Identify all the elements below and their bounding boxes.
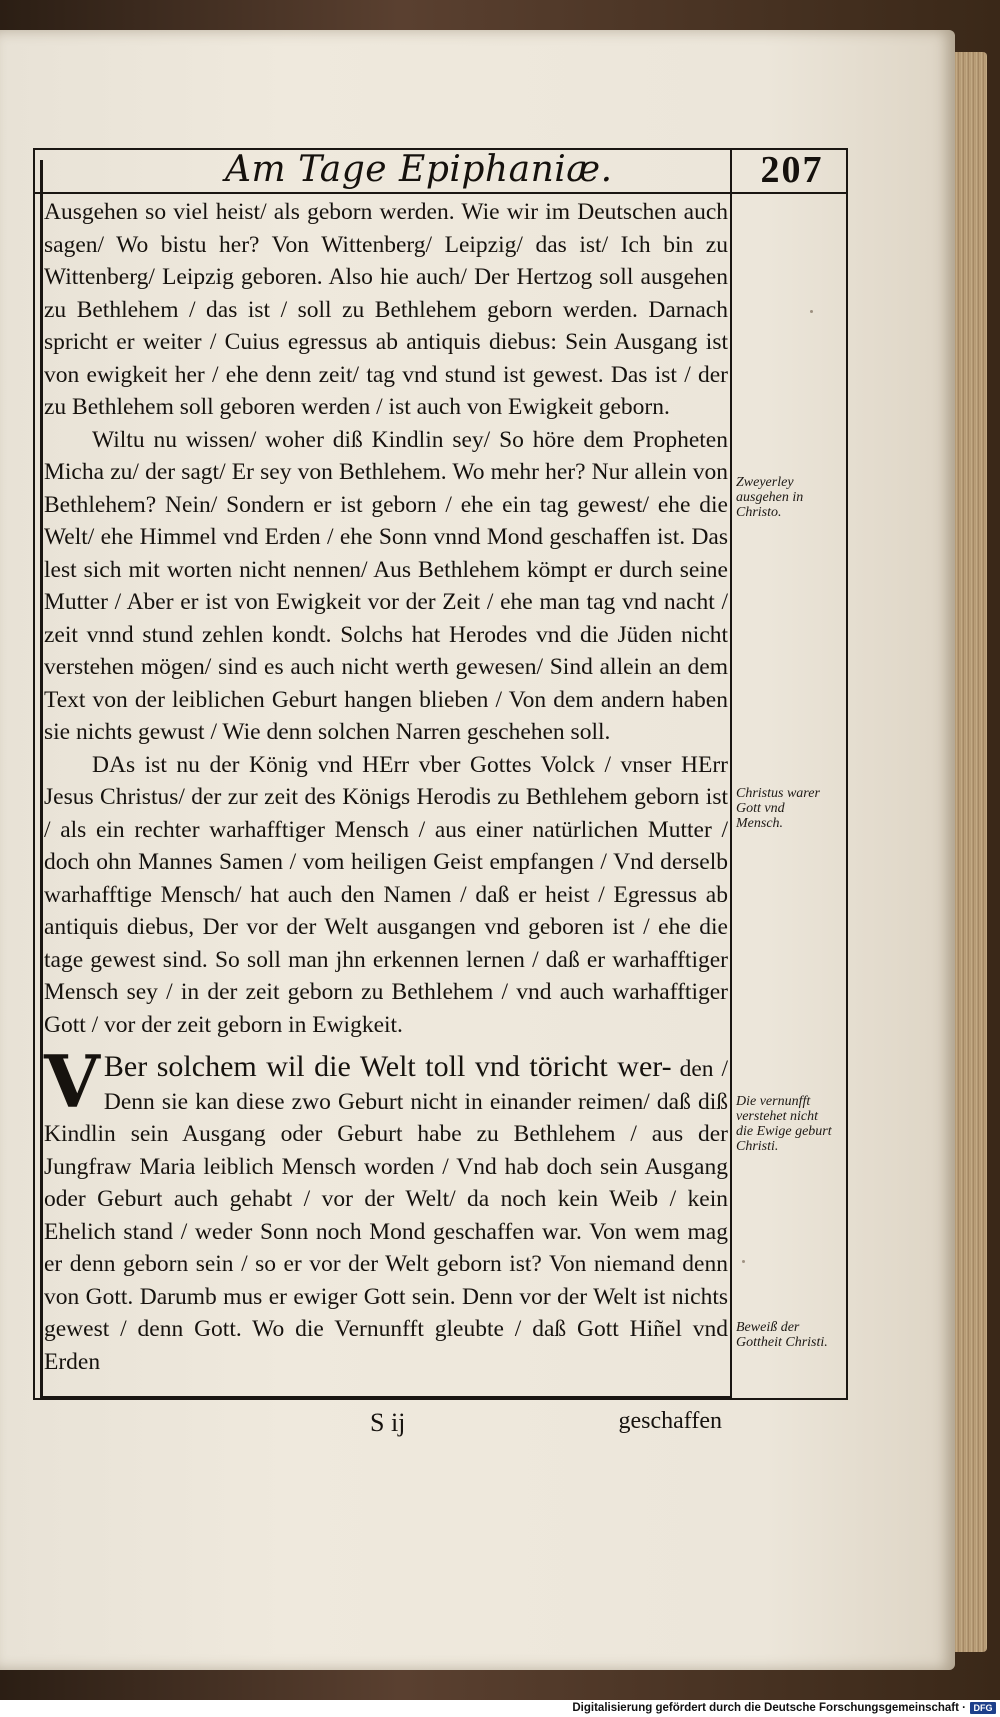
marginal-note-1: Zweyerley ausgehen in Christo. <box>736 475 804 520</box>
catchword: geschaffen <box>618 1408 722 1434</box>
signature-mark: S ij <box>370 1408 406 1437</box>
paragraph-2: Wiltu nu wissen/ woher diß Kindlin sey/ So höre dem Propheten Micha zu/ der sagt/ Er sey von Bethlehem. Wo mehr her? Nur allein von Bethlehem? Nein/ Sondern er ist geborn / ehe ein tag gewest/ ehe die Welt/ ehe Himmel vnd Erden / ehe Sonn vnnd Mond geschaffen ist. Das lest sich mit worten nicht nennen/ Aus Bethlehem kömpt er durch seine Mutter / Aber er ist von Ewigkeit vor der Zeit / ehe man tag vnd nacht / zeit vnnd stund zehlen kondt. Solchs hat Herodes vnd die Jüden nicht verstehen mögen/ sind es auch nicht werth gewesen/ Sind allein an dem Text von der leiblichen Geburt hangen blieben / Von dem andern haben sie nichts gewust / Wie denn solchen Narren geschehen soll. <box>44 426 728 745</box>
bottom-rule <box>40 1396 730 1398</box>
margin-column-divider <box>730 150 732 1400</box>
paragraph-1: Ausgehen so viel heist/ als geborn werden. Wie wir im Deutschen auch sagen/ Wo bistu her? Von Wittenberg/ Leipzig/ das ist/ Ich bin zu Wittenberg/ Leipzig geboren. Also hie auch/ Der Hertzog soll ausgehen zu Bethlehem / das ist / soll zu Bethlehem geborn werden. Darnach spricht er weiter / Cuius egressus ab antiquis diebus: Sein Ausgang ist von ewigkeit her / ehe denn zeit/ tag vnd stund ist gewest. Das ist / der zu Bethlehem soll geboren werden / ist auch von Ewigkeit geborn. <box>44 199 728 420</box>
paragraph-3: DAs ist nu der König vnd HErr vber Gottes Volck / vnser HErr Jesus Christus/ der zur zeit des Königs Herodis zu Bethlehem geborn ist / als ein rechter warhafftiger Mensch / aus einer natürlichen Mutter / doch ohn Mannes Samen / vom heiligen Geist empfangen / Vnd derselb warhafftige Mensch/ hat auch den Namen / daß er heist / Egressus ab antiquis diebus, Der vor der Welt ausgangen vnd geboren ist / ehe die tage gewest sind. So soll man jhn erkennen lernen / daß er warhafftiger Mensch sey / in der zeit geborn zu Bethlehem / vnd auch warhafftiger Gott / vor der zeit geborn in Ewigkeit. <box>44 751 728 1038</box>
paper-speck <box>742 1260 745 1263</box>
paper-speck <box>810 310 813 313</box>
running-title: Am Tage Epiphaniæ. <box>225 149 613 190</box>
page-number: 207 <box>760 149 824 191</box>
drop-capital: V <box>44 1039 100 1124</box>
book-page-edges <box>955 52 987 1652</box>
marginal-note-2: Christus warer Gott vnd Mensch. <box>736 786 820 831</box>
marginal-note-3: Die vernunfft verstehet nicht die Ewige geburt Christi. <box>736 1094 832 1154</box>
paragraph-4-opening: Ber solchem wil die Welt toll vnd töricht wer- <box>103 1050 672 1083</box>
dfg-logo: DFG <box>970 1702 996 1714</box>
digitization-credit-text: Digitalisierung gefördert durch die Deutsche Forschungsgemeinschaft · <box>572 1702 966 1714</box>
marginal-note-4: Beweiß der Gottheit Christi. <box>736 1320 828 1350</box>
frame-inner-rule <box>40 160 43 1396</box>
paragraph-4 <box>44 1039 729 1378</box>
header-rule <box>33 192 848 194</box>
page-footer <box>40 1408 730 1444</box>
paragraph-4-body: den / Denn sie kan diese zwo Geburt nicht in einander reimen/ daß diß Kindlin sein Ausgang oder Geburt habe zu Bethlehem / aus der Jungfraw Maria leiblich Mensch worden / Vnd hab doch sein Ausgang oder Geburt auch gehabt / vor der Welt/ da noch kein Weib / kein Ehelich stand / weder Sonn noch Mond geschaffen war. Von wem mag er denn geborn sein / so er vor der Welt geborn ist? Von niemand denn von Gott. Darumb mus er ewiger Gott sein. Denn vor der Welt ist nichts gewest / denn Gott. Wo die Vernunfft gleubte / daß Gott Hiñel vnd Erden <box>44 1056 729 1375</box>
main-text-column <box>44 196 728 1378</box>
